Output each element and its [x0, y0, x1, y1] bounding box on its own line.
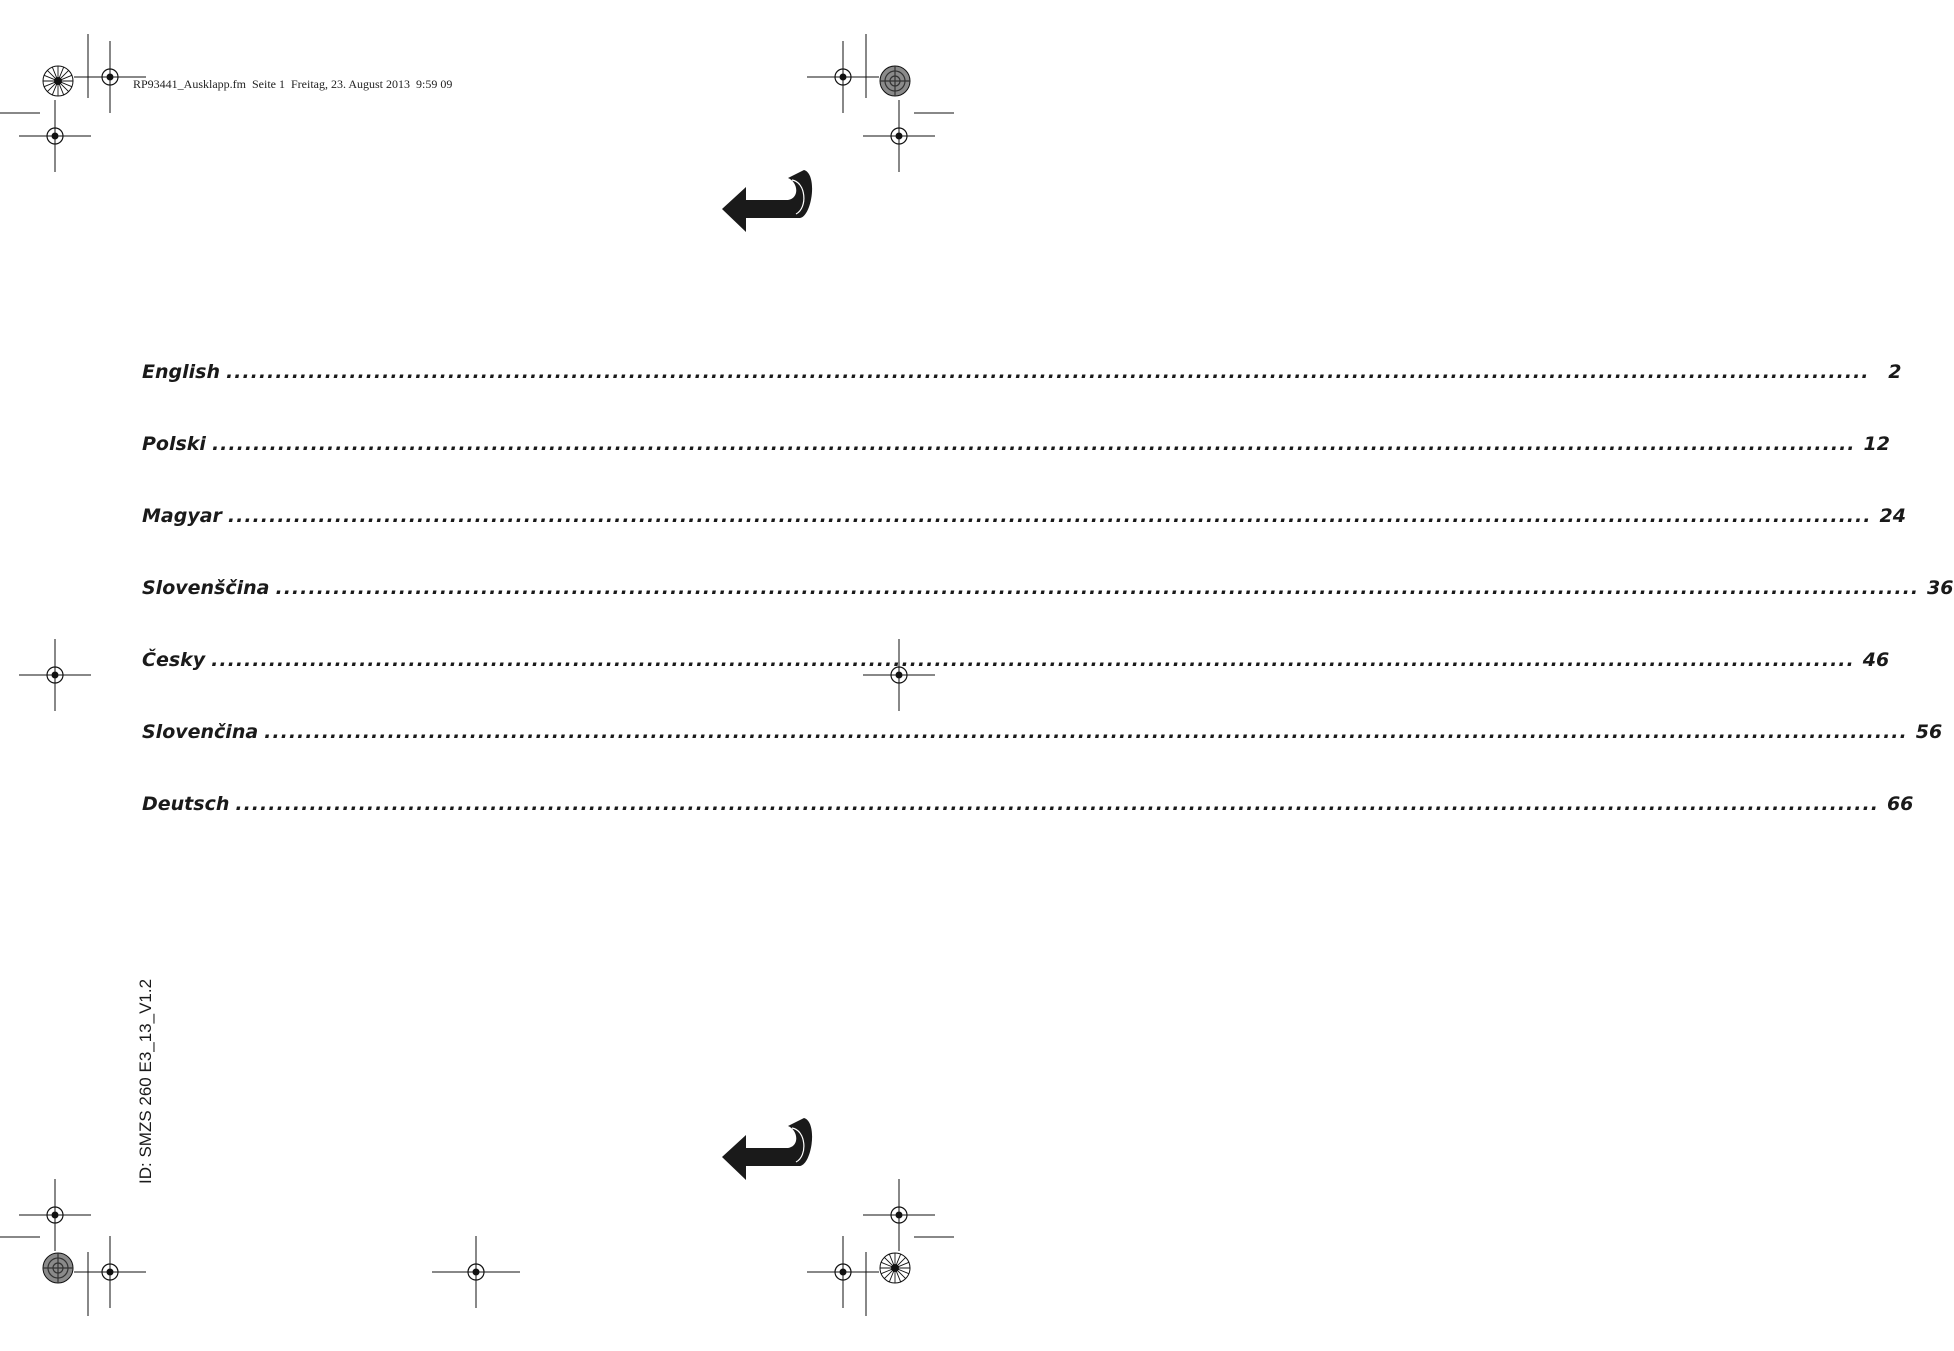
- document-id: ID: SMZS 260 E3_13_V1.2: [136, 978, 155, 1184]
- toc-entry-magyar[interactable]: [142, 502, 1906, 574]
- registration-mark-icon: [807, 1236, 879, 1308]
- color-wheel-icon: [880, 1253, 910, 1283]
- toc-language: Slovenščina: [142, 577, 270, 599]
- registration-mark-icon: [807, 41, 879, 113]
- toc-entry-slovencina[interactable]: [142, 718, 1943, 790]
- toc-language: Česky: [142, 649, 206, 671]
- toc-entry-deutsch[interactable]: [142, 790, 1914, 862]
- toc-entry-slovenscina[interactable]: [142, 574, 1954, 646]
- toc-leader-dots: ........................................................................................................................................................................................................: [211, 433, 1856, 455]
- color-wheel-icon: [43, 1253, 73, 1283]
- toc-leader-dots: ........................................................................................................................................................................................................: [264, 721, 1908, 743]
- table-of-contents: [142, 358, 1954, 862]
- registration-mark-icon: [19, 639, 91, 711]
- toc-leader-dots: ........................................................................................................................................................................................................: [227, 505, 1872, 527]
- registration-mark-icon: [863, 1179, 935, 1251]
- toc-entry-polski[interactable]: [142, 430, 1890, 502]
- toc-language: Polski: [142, 433, 206, 455]
- fold-out-arrow-icon: [722, 1118, 812, 1180]
- toc-language: English: [142, 361, 220, 383]
- toc-page-number: 46: [1862, 649, 1890, 671]
- toc-language: Deutsch: [142, 793, 230, 815]
- registration-mark-icon: [19, 100, 91, 172]
- toc-leader-dots: ........................................................................................................................................................................................................: [235, 793, 1879, 815]
- color-wheel-icon: [880, 66, 910, 96]
- toc-page-number: 56: [1915, 721, 1943, 743]
- toc-leader-dots: ........................................................................................................................................................................................................: [211, 649, 1855, 671]
- registration-mark-icon: [74, 1236, 146, 1308]
- fold-out-arrow-icon: [722, 170, 812, 232]
- toc-language: Magyar: [142, 505, 222, 527]
- toc-leader-dots: ........................................................................................................................................................................................................: [275, 577, 1920, 599]
- toc-page-number: 2: [1888, 361, 1902, 383]
- registration-mark-icon: [19, 1179, 91, 1251]
- toc-entry-cesky[interactable]: [142, 646, 1890, 718]
- color-wheel-icon: [43, 66, 73, 96]
- toc-language: Slovenčina: [142, 721, 259, 743]
- toc-page-number: 12: [1863, 433, 1890, 455]
- toc-leader-dots: ........................................................................................................................................................................................................: [225, 361, 1870, 383]
- toc-page-number: 36: [1927, 577, 1954, 599]
- file-info-header: RP93441_Ausklapp.fm Seite 1 Freitag, 23. August 2013 9:59 09: [133, 77, 453, 91]
- toc-entry-english[interactable]: [142, 358, 1902, 430]
- toc-page-number: 24: [1879, 505, 1906, 527]
- registration-mark-icon: [863, 100, 935, 172]
- toc-page-number: 66: [1886, 793, 1914, 815]
